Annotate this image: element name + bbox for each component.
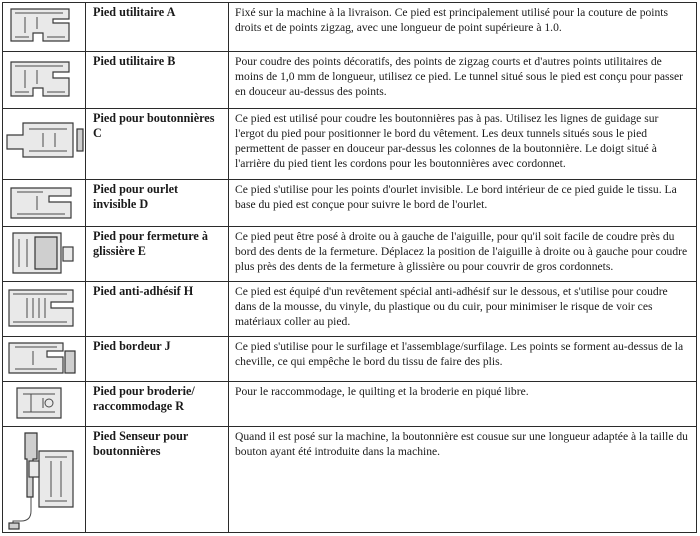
foot-name-cell xyxy=(86,337,229,382)
foot-name: Pied pour ourlet invisible D xyxy=(93,182,179,211)
foot-image-cell xyxy=(3,109,86,180)
foot-description: Quand il est posé sur la machine, la boutonnière est cousue sur une longueur adaptée à la taille du bouton ayant été introduite dans la machine. xyxy=(235,430,688,459)
presser-foot-j-icon xyxy=(3,337,86,380)
foot-name: Pied utilitaire B xyxy=(93,54,176,68)
foot-description: Ce pied est utilisé pour coudre les boutonnières pas à pas. Utilisez les lignes de guidage sur l'ergot du pied pour positionner le bord du vêtement. Les deux tunnels situés sous le pied permettent de passer en douceur par-dessus les colonnes de la boutonnière. Le doigt situé à l'arrière du pied tient les cordons pour les boutonnières avec cordonnet. xyxy=(235,112,659,171)
foot-name: Pied anti-adhésif H xyxy=(93,284,194,298)
foot-description: Fixé sur la machine à la livraison. Ce pied est principalement utilisé pour la couture de points droits et de points zigzag, avec une longueur de point supérieure à 1.0. xyxy=(235,6,669,35)
presser-foot-r-icon xyxy=(3,382,86,425)
foot-image-cell xyxy=(3,52,86,109)
table-row xyxy=(3,282,697,337)
foot-description-cell xyxy=(229,180,697,227)
table-row xyxy=(3,337,697,382)
foot-name-cell xyxy=(86,382,229,427)
foot-description-cell xyxy=(229,3,697,52)
presser-foot-c-icon xyxy=(3,109,86,178)
presser-foot-e-icon xyxy=(3,227,86,280)
table-row xyxy=(3,227,697,282)
foot-name: Pied pour boutonnières C xyxy=(93,111,215,140)
foot-image-cell xyxy=(3,282,86,337)
foot-name-cell xyxy=(86,3,229,52)
foot-description-cell xyxy=(229,109,697,180)
presser-foot-b-icon xyxy=(3,52,86,107)
foot-name-cell xyxy=(86,282,229,337)
foot-description: Pour le raccommodage, le quilting et la broderie en piqué libre. xyxy=(235,385,529,398)
foot-image-cell xyxy=(3,3,86,52)
table-row xyxy=(3,109,697,180)
foot-description-cell xyxy=(229,52,697,109)
foot-description-cell xyxy=(229,337,697,382)
foot-image-cell xyxy=(3,427,86,533)
foot-name: Pied Senseur pour boutonnières xyxy=(93,429,189,458)
presser-feet-table xyxy=(2,2,697,533)
foot-image-cell xyxy=(3,337,86,382)
foot-description: Ce pied s'utilise pour les points d'ourlet invisible. Le bord intérieur de ce pied guide le tissu. La base du pied est conçue pour suivre le bord de l'ourlet. xyxy=(235,183,677,212)
table-row xyxy=(3,427,697,533)
foot-description-cell xyxy=(229,382,697,427)
table-row xyxy=(3,180,697,227)
foot-description: Ce pied peut être posé à droite ou à gauche de l'aiguille, pour qu'il soit facile de coudre près du bord des dents de la fermeture. Déplacez la position de l'aiguille à droite ou à gauche pour coudre plus près des dents de la fermeture à glissière ou pour couvrir de gros cordonnets. xyxy=(235,230,688,274)
foot-description-cell xyxy=(229,227,697,282)
foot-name: Pied bordeur J xyxy=(93,339,171,353)
foot-name-cell xyxy=(86,180,229,227)
foot-name: Pied utilitaire A xyxy=(93,5,176,19)
foot-image-cell xyxy=(3,180,86,227)
foot-description: Ce pied est équipé d'un revêtement spécial anti-adhésif sur le dessous, et s'utilise pour coudre dans de la mousse, du vinyle, du plastique ou du cuir, pour minimiser le risque de voir ces matériaux coller au pied. xyxy=(235,285,668,329)
foot-name: Pied pour fermeture à glissière E xyxy=(93,229,208,258)
foot-description-cell xyxy=(229,427,697,533)
sensor-buttonhole-foot-icon xyxy=(3,427,86,531)
foot-name-cell xyxy=(86,109,229,180)
foot-name: Pied pour broderie/ raccommodage R xyxy=(93,384,195,413)
presser-foot-h-icon xyxy=(3,282,86,335)
foot-description: Ce pied s'utilise pour le surfilage et l'assemblage/surfilage. Les points se forment au-dessus de la cheville, ce qui empêche le bord du tissu de faire des plis. xyxy=(235,340,684,369)
presser-foot-a-icon xyxy=(3,3,86,50)
foot-description: Pour coudre des points décoratifs, des points de zigzag courts et d'autres points utilitaires de moins de 1,0 mm de longueur, utilisez ce pied. Le tunnel situé sous le pied est conçu pour passer en douceur au-dessus des points. xyxy=(235,55,684,99)
foot-image-cell xyxy=(3,382,86,427)
table-row xyxy=(3,52,697,109)
foot-name-cell xyxy=(86,227,229,282)
foot-name-cell xyxy=(86,52,229,109)
foot-description-cell xyxy=(229,282,697,337)
foot-image-cell xyxy=(3,227,86,282)
table-row xyxy=(3,3,697,52)
table-row xyxy=(3,382,697,427)
presser-foot-d-icon xyxy=(3,180,86,225)
foot-name-cell xyxy=(86,427,229,533)
